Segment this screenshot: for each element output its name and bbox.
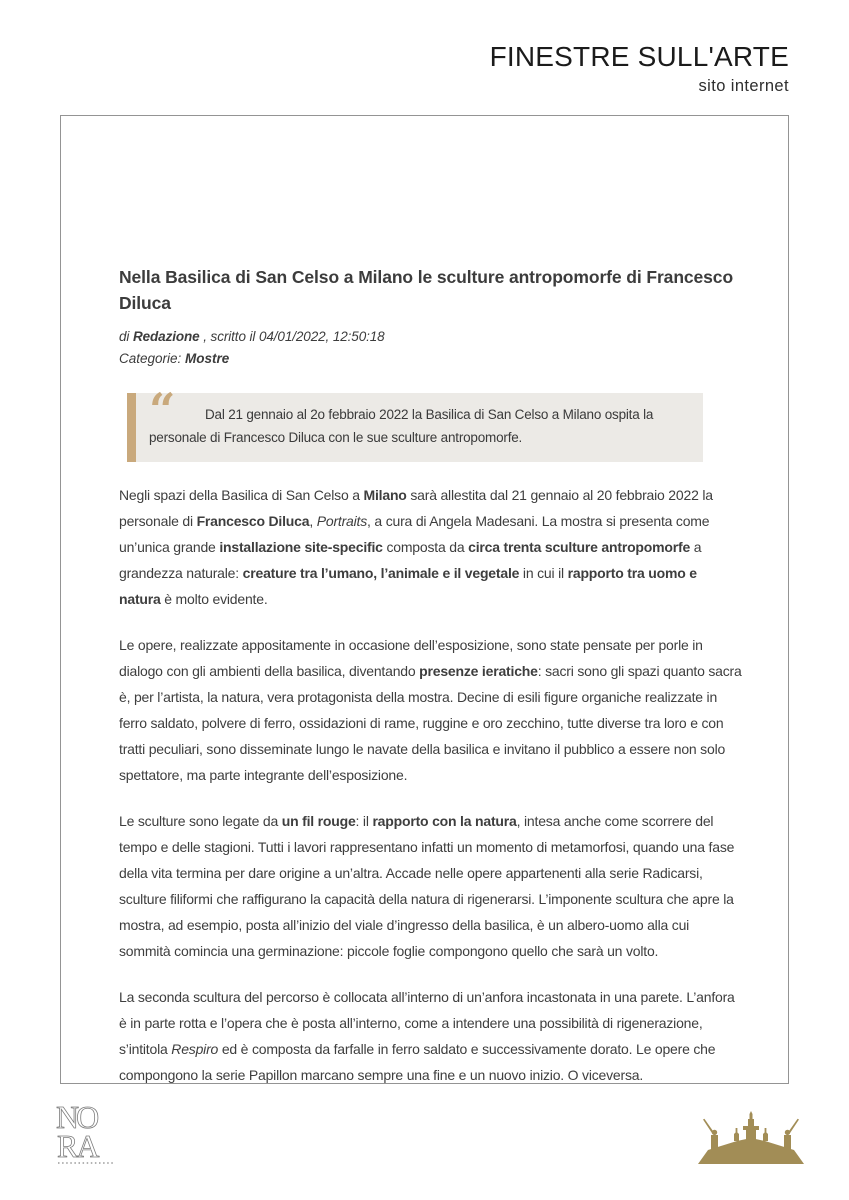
bold-run: creature tra l’umano, l’animale e il vegetale [242,565,520,581]
categories-value: Mostre [185,351,230,366]
bold-run: presenze ieratiche [419,663,538,679]
nora-logo-line2: RA [57,1128,98,1164]
article-title: Nella Basilica di San Celso a Milano le sculture antropomorfe di Francesco Diluca [119,267,734,313]
bold-run: rapporto tra uomo e natura [119,565,697,607]
article-box [60,115,789,1084]
article-body [119,482,742,1088]
quote-block [127,383,703,462]
italic-run: Respiro [171,1041,219,1057]
byline [119,329,742,344]
basilica-crown-icon [698,1107,804,1170]
text-run: La seconda scultura del percorso è collocata all’interno di un’anfora incastonata in una parete. L’anfora è in parte rotta e l’opera che è posta all’interno, come a intendere una possibilità di rigenerazione, s’intitola [119,989,735,1057]
text-run: , a cura di Angela Madesani. La mostra si presenta come un’unica grande [119,513,710,555]
site-subtitle: sito internet [698,77,789,95]
bold-run: circa trenta sculture antropomorfe [468,539,691,555]
text-run: , intesa anche come scorrere del tempo e delle stagioni. Tutti i lavori rappresentano infatti un momento di metamorfosi, quando una fase della vita termina per dare origine a un’altra. Accade nelle opere appartenenti alla serie Radicarsi, sculture filiformi che raffigurano la capacità della natura di rigenerarsi. L’imponente scultura che apre la mostra, ad esempio, posta all’inizio del viale d’ingresso della basilica, è un albero-uomo alla cui sommità comincia una germinazione: piccole foglie compongono quello che sarà un volto. [119,813,735,959]
bold-run: rapporto con la natura [372,813,517,829]
bold-run: installazione site-specific [219,539,383,555]
text-run: Negli spazi della Basilica di San Celso a [119,487,364,503]
nora-logo-icon [56,1101,120,1174]
bold-run: un fil rouge [281,813,356,829]
quote-text: Dal 21 gennaio al 2o febbraio 2022 la Basilica di San Celso a Milano ospita la personale di Francesco Diluca con le sue sculture antropomorfe. [149,407,654,445]
text-run: , [309,513,317,529]
text-run: Le opere, realizzate appositamente in occasione dell’esposizione, sono state pensate per porle in dialogo con gli ambienti della basilica, diventando [119,637,703,679]
site-header [490,42,789,96]
quote-mark-icon: “ [149,383,176,437]
text-run: a grandezza naturale: [119,539,702,581]
text-run: in cui il [519,565,568,581]
text-run: è molto evidente. [160,591,268,607]
quote-accent-bar [127,393,136,462]
byline-author: Redazione [132,329,200,344]
text-run: : il [355,813,373,829]
text-run: Le sculture sono legate da [119,813,282,829]
italic-run: Portraits [316,513,368,529]
article-paragraph [119,632,742,788]
byline-suffix: , scritto il 04/01/2022, 12:50:18 [199,329,385,344]
text-run: ed è composta da farfalle in ferro saldato e successivamente dorato. Le opere che compongono la serie Papillon marcano sempre una fine e un nuovo inizio. O viceversa. [119,1041,716,1083]
text-run: sarà allestita dal 21 gennaio al 20 febbraio 2022 la personale di [119,487,713,529]
text-run: composta da [382,539,469,555]
categories [119,351,742,366]
quote-content [136,383,703,462]
article-paragraph [119,808,742,964]
article-paragraph [119,984,742,1088]
site-title: FINESTRE SULL'ARTE [489,41,789,72]
nora-logo-line1: NO [56,1101,97,1135]
categories-label: Categorie: [119,351,186,366]
text-run: : sacri sono gli spazi quanto sacra è, per l’artista, la natura, vera protagonista della mostra. Decine di esili figure organiche realizzate in ferro saldato, polvere di ferro, ossidazioni di rame, ruggine e oro zecchino, tutte diverse tra loro e con tratti peculiari, sono disseminate lungo le navate della basilica e invitano il pubblico a essere non solo spettatore, ma parte integrante dell’esposizione. [119,663,742,783]
article-content [61,116,788,1088]
byline-prefix: di [119,329,133,344]
bold-run: Francesco Diluca [196,513,310,529]
bold-run: Milano [363,487,407,503]
article-paragraph [119,482,742,612]
